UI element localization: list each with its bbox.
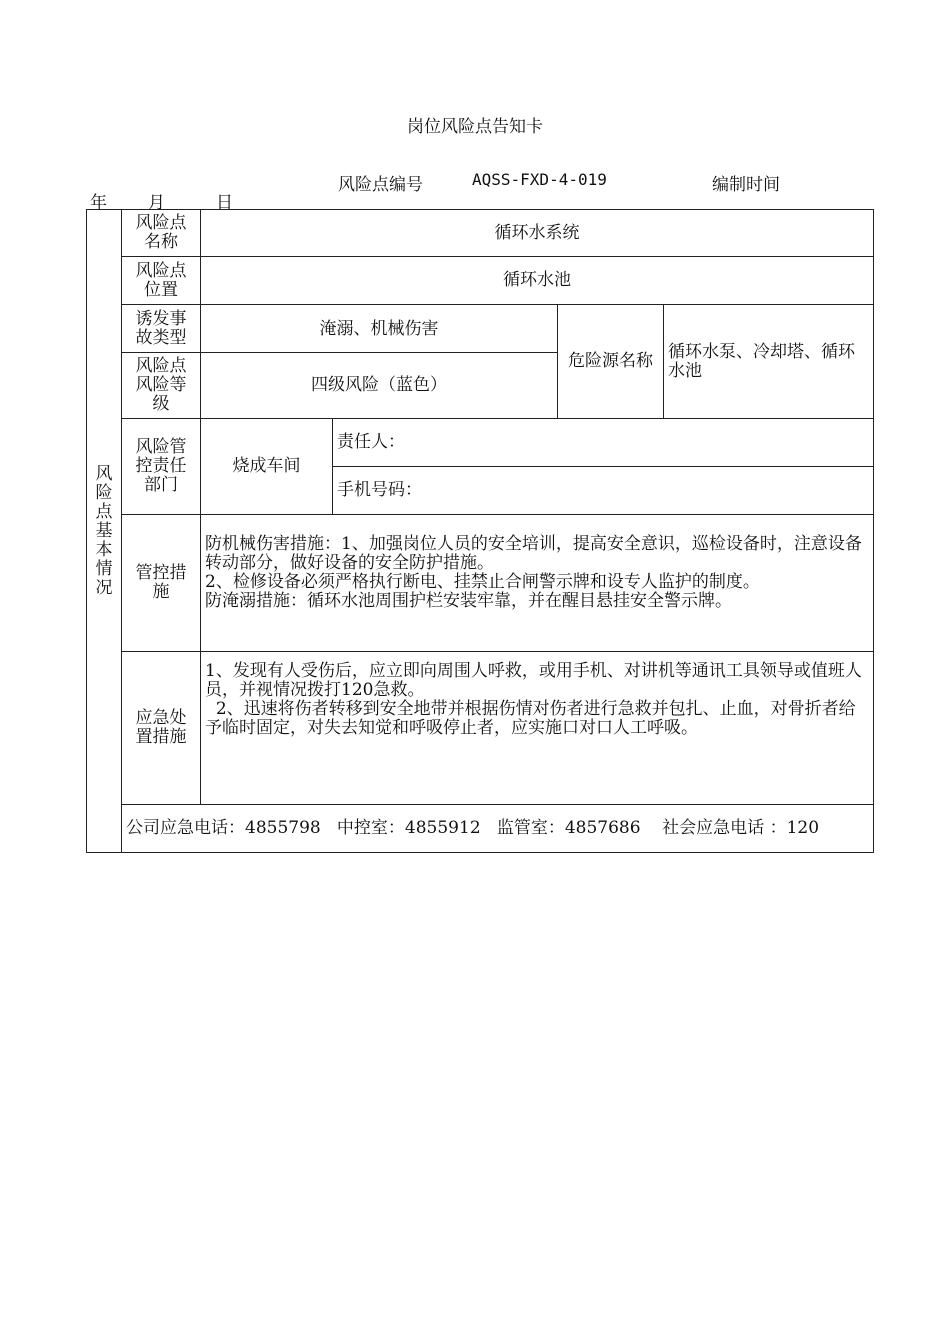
- phone-number-cell: [332, 466, 874, 515]
- accident-type-value: 淹溺、机械伤害: [319, 319, 439, 339]
- control-measures-cell: [200, 514, 874, 652]
- date-year-label: 年: [90, 193, 107, 213]
- dept-value: 烧成车间: [232, 456, 301, 476]
- control-measures-label-cell: [121, 514, 201, 652]
- dept-value-cell: [200, 418, 333, 515]
- risk-name-label-cell: [121, 209, 201, 257]
- section-label-cell: [86, 209, 122, 853]
- compile-date-label: 编制时间: [712, 175, 780, 195]
- risk-location-value: 循环水池: [503, 270, 571, 290]
- risk-level-label-cell: [121, 352, 201, 419]
- hazard-label-cell: [557, 304, 664, 419]
- emergency-label-cell: [121, 651, 201, 805]
- risk-location-value-cell: [200, 256, 874, 305]
- risk-name-value: 循环水系统: [494, 222, 580, 243]
- hazard-value-cell: [663, 304, 874, 419]
- page-title: 岗位风险点告知卡: [407, 117, 543, 137]
- date-day-label: 日: [216, 193, 233, 213]
- accident-type-label: 诱发事故类型: [135, 308, 187, 348]
- accident-type-value-cell: [200, 304, 558, 353]
- section-label: 风险点基本情况: [95, 463, 113, 598]
- hazard-label: 危险源名称: [568, 351, 653, 371]
- risk-code-label: 风险点编号: [338, 175, 423, 195]
- accident-type-label-cell: [121, 304, 201, 353]
- risk-name-label: 风险点名称: [135, 213, 187, 252]
- emergency-measures-cell: [200, 651, 874, 805]
- date-month-label: 月: [148, 193, 165, 213]
- emergency-measures-text: 1、发现有人受伤后，应立即向周围人呼救，或用手机、对讲机等通讯工具领导或值班人员，并视情况拨打120急救。 2、迅速将伤者转移到安全地带并根据伤情对伤者进行急救并包扎、止血，对骨折者给予临时固定，对失去知觉和呼吸停止者，应实施口对口人工呼吸。: [205, 661, 862, 738]
- dept-label-cell: [121, 418, 201, 515]
- risk-location-label-cell: [121, 256, 201, 305]
- control-measures-text: 防机械伤害措施：1、加强岗位人员的安全培训，提高安全意识，巡检设备时，注意设备转动部分，做好设备的安全防护措施。 2、检修设备必须严格执行断电、挂禁止合闸警示牌和设专人监护的制度。 防淹溺措施：循环水池周围护栏安装牢靠，并在醒目悬挂安全警示牌。: [205, 534, 862, 611]
- emergency-label: 应急处置措施: [135, 708, 187, 747]
- responsible-person-cell: [332, 418, 874, 467]
- emergency-phones-text: 公司应急电话：4855798 中控室：4855912 监管室：4857686 社会应急电话 ：120: [126, 818, 820, 838]
- phone-number-label: 手机号码：: [337, 480, 422, 500]
- risk-level-value: 四级风险（蓝色）: [311, 375, 447, 395]
- control-measures-label: 管控措施: [135, 563, 187, 602]
- risk-name-value-cell: [200, 209, 874, 257]
- risk-code-value: AQSS-FXD-4-019: [472, 170, 607, 189]
- risk-level-label: 风险点风险等级: [135, 356, 187, 414]
- emergency-phones-cell: [121, 804, 874, 853]
- risk-location-label: 风险点位置: [135, 260, 187, 300]
- hazard-value: 循环水泵、冷却塔、循环水池: [668, 341, 855, 381]
- dept-label: 风险管控责任部门: [135, 437, 187, 495]
- risk-level-value-cell: [200, 352, 558, 419]
- responsible-person-label: 责任人：: [337, 432, 405, 452]
